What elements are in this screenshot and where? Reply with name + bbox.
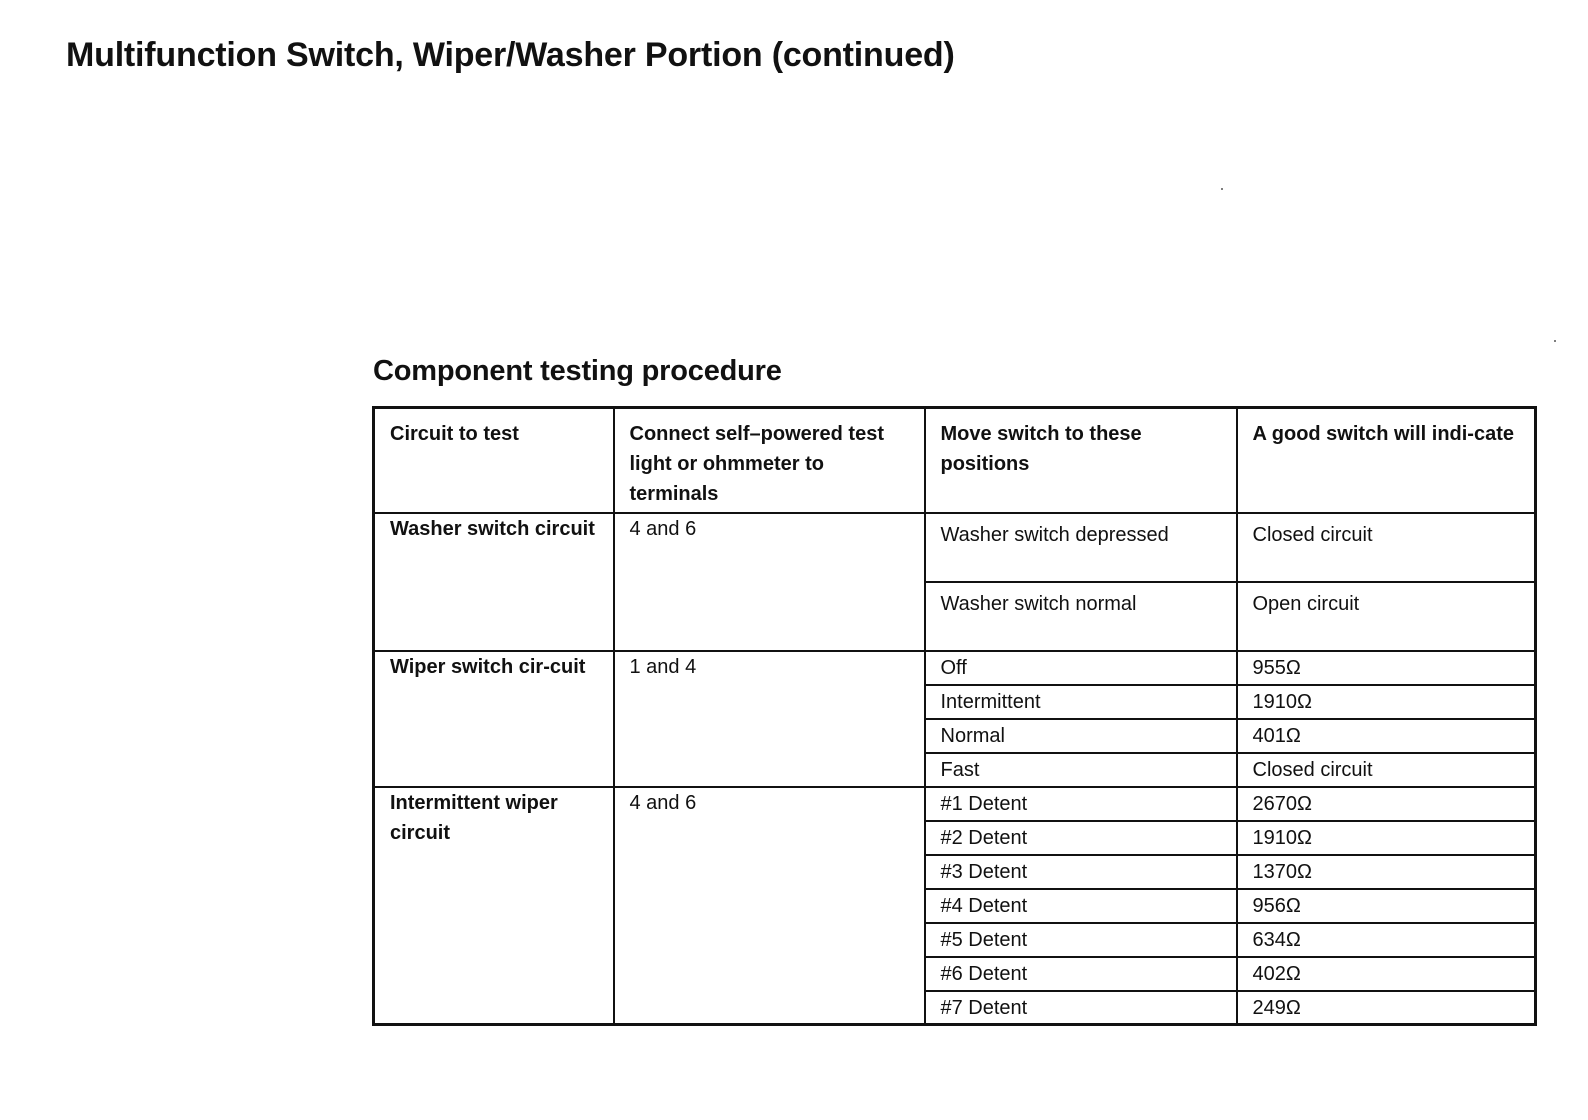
terminals-cell: 4 and 6 <box>614 513 925 651</box>
indication-cell: Closed circuit <box>1237 753 1536 787</box>
position-cell: #3 Detent <box>925 855 1237 889</box>
position-cell: #5 Detent <box>925 923 1237 957</box>
header-circuit: Circuit to test <box>374 408 614 513</box>
circuit-cell: Wiper switch cir-cuit <box>374 651 614 787</box>
indication-cell: 1370Ω <box>1237 855 1536 889</box>
circuit-cell: Washer switch circuit <box>374 513 614 651</box>
position-cell: Intermittent <box>925 685 1237 719</box>
header-indication: A good switch will indi-cate <box>1237 408 1536 513</box>
component-testing-table <box>372 406 1537 1026</box>
scan-speck <box>1221 188 1223 190</box>
indication-cell: 956Ω <box>1237 889 1536 923</box>
table-header <box>374 408 1536 513</box>
header-row <box>374 408 1536 513</box>
position-cell: #2 Detent <box>925 821 1237 855</box>
indication-cell: 634Ω <box>1237 923 1536 957</box>
position-cell: Off <box>925 651 1237 685</box>
table-row <box>374 787 1536 821</box>
indication-cell: 2670Ω <box>1237 787 1536 821</box>
indication-cell: 249Ω <box>1237 991 1536 1025</box>
page-title: Multifunction Switch, Wiper/Washer Portion (continued) <box>66 36 955 74</box>
position-cell: #4 Detent <box>925 889 1237 923</box>
indication-cell: Open circuit <box>1237 582 1536 651</box>
position-cell: #1 Detent <box>925 787 1237 821</box>
position-cell: Washer switch normal <box>925 582 1237 651</box>
table-row <box>374 651 1536 685</box>
scan-speck <box>1554 340 1556 342</box>
position-cell: Normal <box>925 719 1237 753</box>
terminals-cell: 1 and 4 <box>614 651 925 787</box>
position-cell: #6 Detent <box>925 957 1237 991</box>
indication-cell: 1910Ω <box>1237 685 1536 719</box>
indication-cell: 955Ω <box>1237 651 1536 685</box>
terminals-cell: 4 and 6 <box>614 787 925 1025</box>
position-cell: Fast <box>925 753 1237 787</box>
circuit-cell: Intermittent wiper circuit <box>374 787 614 1025</box>
indication-cell: 401Ω <box>1237 719 1536 753</box>
table-body <box>374 513 1536 1025</box>
indication-cell: Closed circuit <box>1237 513 1536 582</box>
position-cell: Washer switch depressed <box>925 513 1237 582</box>
section-heading: Component testing procedure <box>373 355 782 387</box>
header-terminals: Connect self–powered test light or ohmmeter to terminals <box>614 408 925 513</box>
position-cell: #7 Detent <box>925 991 1237 1025</box>
indication-cell: 1910Ω <box>1237 821 1536 855</box>
table-row <box>374 513 1536 582</box>
header-positions: Move switch to these positions <box>925 408 1237 513</box>
indication-cell: 402Ω <box>1237 957 1536 991</box>
